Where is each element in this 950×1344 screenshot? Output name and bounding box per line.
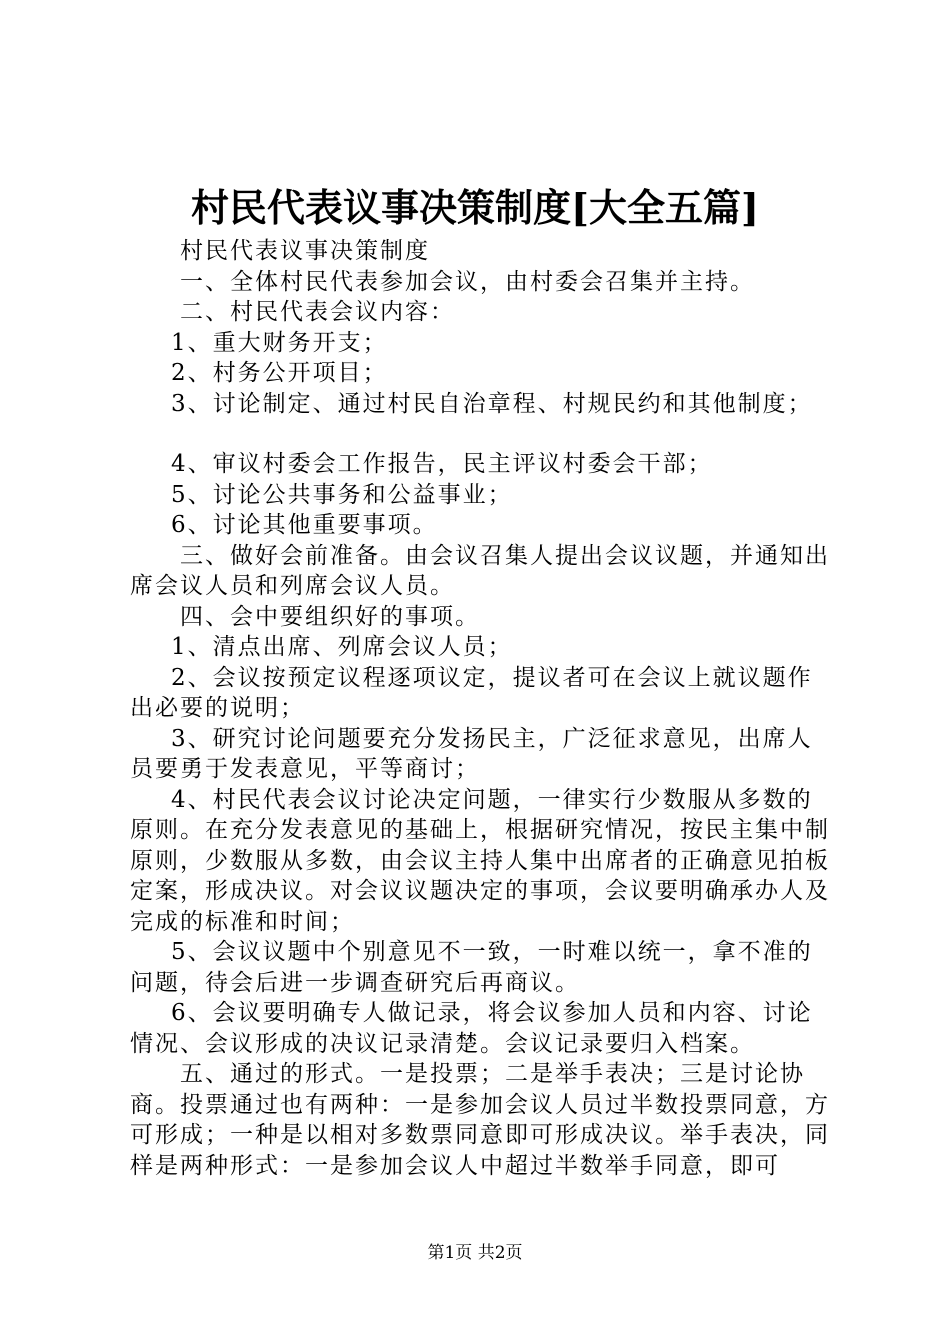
- list-item: 2、村务公开项目；: [171, 360, 388, 386]
- paragraph-section-2: 二、村民代表会议内容：: [180, 299, 455, 325]
- list-item: 3、研究讨论问题要充分发扬民主，广泛征求意见，出席人员要勇于发表意见，平等商讨；: [130, 725, 813, 782]
- list-item: 4、村民代表会议讨论决定问题，一律实行少数服从多数的原则。在充分发表意见的基础上，根据研究情况，按民主集中制原则，少数服从多数，由会议主持人集中出席者的正确意见拍板定案，形成决议。对会议议题决定的事项，会议要明确承办人及完成的标准和时间；: [130, 786, 830, 935]
- list-item: 2、会议按预定议程逐项议定，提议者可在会议上就议题作出必要的说明；: [130, 664, 813, 721]
- document-title: 村民代表议事决策制度[大全五篇]: [191, 185, 759, 230]
- page-footer: 第1页 共2页: [427, 1243, 523, 1263]
- document-body: [130, 236, 830, 1181]
- paragraph-section-5: 五、通过的形式。一是投票；二是举手表决；三是讨论协商。投票通过也有两种：一是参加会议人员过半数投票同意，方可形成；一种是以相对多数票同意即可形成决议。举手表决，同样是两种形式：一是参加会议人中超过半数举手同意，即可: [130, 1061, 830, 1179]
- list-item: 1、清点出席、列席会议人员；: [171, 634, 513, 660]
- paragraph-section-4: 四、会中要组织好的事项。: [180, 603, 480, 630]
- paragraph-section-1: 一、全体村民代表参加会议，由村委会召集并主持。: [180, 268, 755, 295]
- list-item: 6、会议要明确专人做记录，将会议参加人员和内容、讨论情况、会议形成的决议记录清楚。会议记录要归入档案。: [130, 1000, 813, 1057]
- paragraph-section-3: 三、做好会前准备。由会议召集人提出会议议题，并通知出席会议人员和列席会议人员。: [130, 542, 830, 599]
- list-item: 1、重大财务开支；: [171, 329, 388, 356]
- list-item: 5、讨论公共事务和公益事业；: [171, 481, 513, 508]
- list-item: 4、审议村委会工作报告，民主评议村委会干部；: [171, 451, 713, 477]
- list-item: 3、讨论制定、通过村民自治章程、村规民约和其他制度；: [171, 390, 813, 417]
- list-item: 5、会议议题中个别意见不一致，一时难以统一，拿不准的问题，待会后进一步调查研究后再商议。: [130, 939, 813, 996]
- list-item: 6、讨论其他重要事项。: [171, 512, 438, 538]
- paragraph-heading: 村民代表议事决策制度: [180, 238, 430, 264]
